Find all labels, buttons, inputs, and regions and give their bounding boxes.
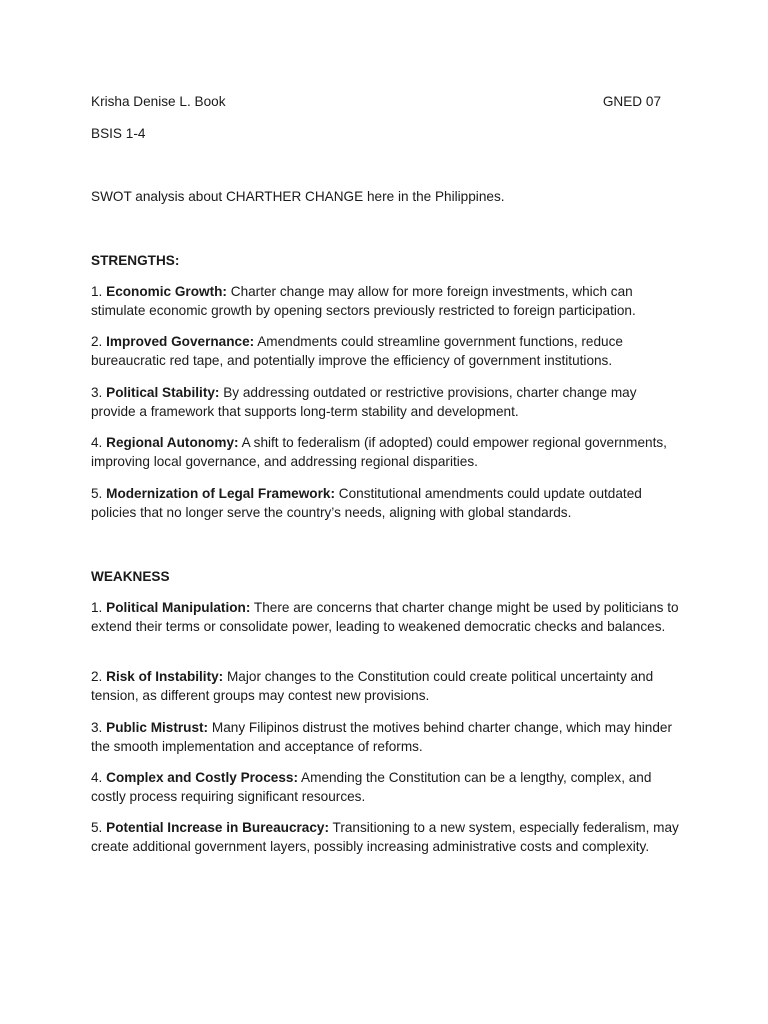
item-number: 5. (91, 486, 103, 501)
strength-item (91, 383, 683, 421)
strength-item (91, 332, 683, 370)
item-number: 2. (91, 669, 103, 684)
document-header (91, 92, 661, 111)
strength-item (91, 433, 683, 471)
item-number: 5. (91, 820, 103, 835)
item-number: 1. (91, 284, 103, 299)
item-term: Economic Growth: (106, 284, 227, 299)
item-text: Amendments could streamline government functions, reduce bureaucratic red tape, and potentially improve the efficiency of government institutions. (91, 334, 623, 368)
item-term: Risk of Instability: (106, 669, 224, 684)
item-number: 3. (91, 385, 103, 400)
weakness-item (91, 718, 683, 756)
item-text: Major changes to the Constitution could create political uncertainty and tension, as different groups may contest new provisions. (91, 669, 654, 703)
item-number: 3. (91, 720, 103, 735)
class-section: BSIS 1-4 (91, 126, 146, 141)
item-text: Amending the Constitution can be a lengthy, complex, and costly process requiring significant resources. (91, 770, 652, 804)
item-term: Improved Governance: (106, 334, 255, 349)
weakness-item (91, 818, 683, 856)
item-number: 4. (91, 770, 103, 785)
strength-item (91, 282, 683, 320)
item-term: Regional Autonomy: (106, 435, 239, 450)
item-term: Political Manipulation: (106, 600, 251, 615)
weakness-item (91, 598, 683, 636)
item-text: A shift to federalism (if adopted) could empower regional governments, improving local governance, and addressing regional disparities. (91, 435, 667, 469)
item-text: There are concerns that charter change might be used by politicians to extend their terms or consolidate power, leading to weakened democratic checks and balances. (91, 600, 679, 634)
author-name: Krisha Denise L. Book (91, 94, 226, 109)
item-term: Complex and Costly Process: (106, 770, 299, 785)
item-number: 1. (91, 600, 103, 615)
item-text: Many Filipinos distrust the motives behind charter change, which may hinder the smooth implementation and acceptance of reforms. (91, 720, 673, 754)
item-term: Potential Increase in Bureaucracy: (106, 820, 330, 835)
item-text: Constitutional amendments could update outdated policies that no longer serve the country’s needs, aligning with global standards. (91, 486, 642, 520)
item-term: Modernization of Legal Framework: (106, 486, 335, 501)
weakness-item (91, 667, 683, 705)
item-text: Transitioning to a new system, especially federalism, may create additional government layers, possibly increasing administrative costs and complexity. (91, 820, 679, 854)
item-term: Public Mistrust: (106, 720, 209, 735)
course-code: GNED 07 (602, 94, 661, 109)
item-number: 2. (91, 334, 103, 349)
weakness-heading: WEAKNESS (91, 569, 170, 584)
item-number: 4. (91, 435, 103, 450)
document-title: SWOT analysis about CHARTHER CHANGE here in the Philippines. (91, 189, 505, 204)
strengths-heading: STRENGTHS: (91, 253, 180, 268)
strength-item (91, 484, 683, 522)
item-term: Political Stability: (106, 385, 220, 400)
item-text: By addressing outdated or restrictive provisions, charter change may provide a framework that supports long-term stability and development. (91, 385, 637, 419)
item-text: Charter change may allow for more foreign investments, which can stimulate economic growth by opening sectors previously restricted to foreign participation. (91, 284, 636, 318)
weakness-item (91, 768, 683, 806)
